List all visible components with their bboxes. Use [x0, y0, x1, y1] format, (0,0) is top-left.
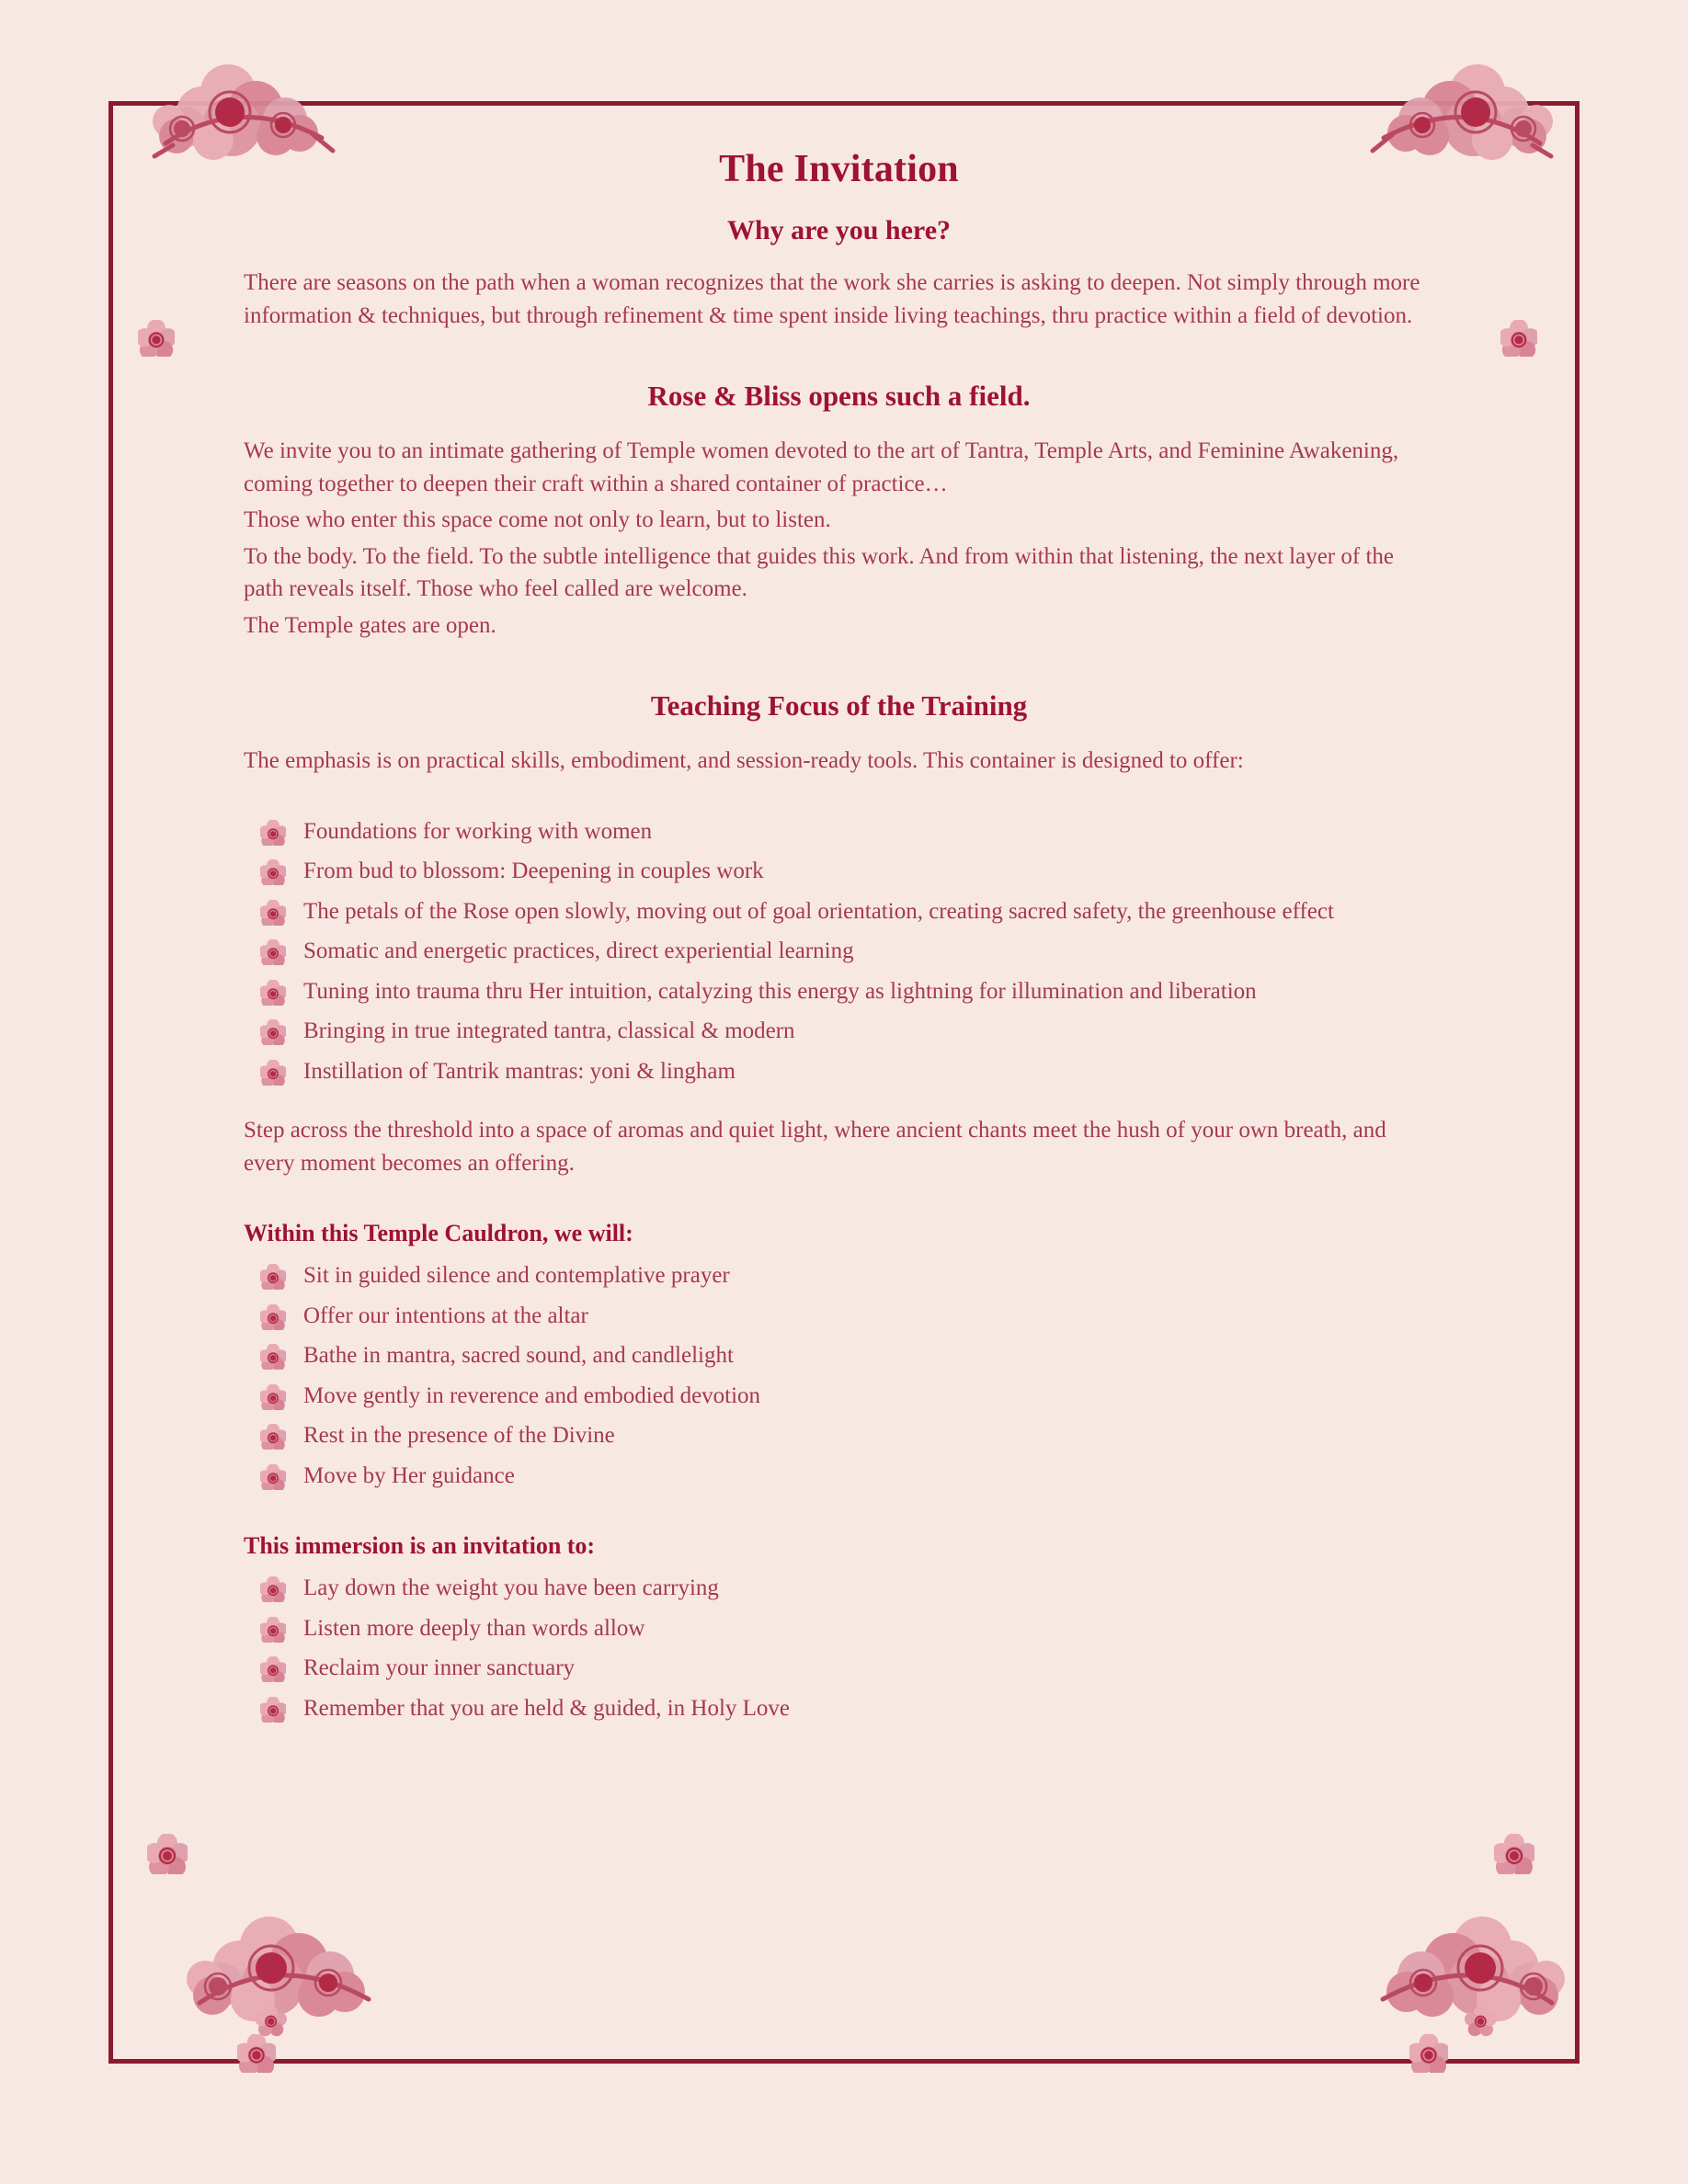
paragraph-threshold: Step across the threshold into a space of aromas and quiet light, where ancient chants meet the hush of your own breath, and every moment becomes an offering. — [244, 1118, 1386, 1176]
list-item — [253, 1381, 1434, 1413]
rose-bullet-icon — [260, 820, 286, 846]
list-item — [253, 1420, 1434, 1452]
rose-branch-icon-bottom-left — [161, 1907, 409, 2050]
rose-bullet-icon — [260, 980, 286, 1006]
rose-bullet-icon — [260, 939, 286, 965]
spacer — [244, 798, 1434, 816]
paragraph-teaching-intro: The emphasis is on practical skills, embodiment, and session-ready tools. This container is designed to offer: — [244, 748, 1244, 773]
rose-icon-bottom-right-accent — [1409, 2034, 1448, 2073]
rose-icon-bottom-left-accent — [237, 2034, 276, 2073]
list-item-label: From bud to blossom: Deepening in couples work — [303, 859, 764, 883]
rose-bullet-icon — [260, 1019, 286, 1045]
list-item-label: Reclaim your inner sanctuary — [303, 1655, 576, 1680]
rose-icon-right-lower — [1494, 1834, 1534, 1874]
list-item-label: Instillation of Tantrik mantras: yoni & lingham — [303, 1058, 736, 1084]
rose-bullet-icon — [260, 859, 286, 885]
rose-bullet-icon — [260, 1617, 286, 1643]
list-item-label: Bathe in mantra, sacred sound, and candlelight — [303, 1343, 734, 1368]
list-item — [253, 1653, 1434, 1685]
list-item-label: Tuning into trauma thru Her intuition, catalyzing this energy as lightning for illumination and liberation — [303, 978, 1257, 1004]
heading-temple-cauldron: Within this Temple Cauldron, we will: — [244, 1220, 633, 1246]
paragraph-listen: Those who enter this space come not only to learn, but to listen. — [244, 507, 831, 532]
list-teaching-focus — [244, 816, 1434, 1088]
list-immersion — [244, 1573, 1434, 1724]
list-item-label: Rest in the presence of the Divine — [303, 1423, 615, 1448]
list-item — [253, 1340, 1434, 1372]
list-item-label: Offer our intentions at the altar — [303, 1302, 588, 1328]
list-item — [253, 1613, 1434, 1645]
page-title: The Invitation — [719, 148, 959, 190]
list-item-label: Listen more deeply than words allow — [303, 1615, 645, 1641]
list-item — [253, 1461, 1434, 1493]
rose-bullet-icon — [260, 1344, 286, 1370]
list-item-label: Move gently in reverence and embodied devotion — [303, 1382, 761, 1408]
spacer — [244, 1096, 1434, 1114]
heading-why-are-you-here: Why are you here? — [726, 215, 952, 245]
list-item — [253, 856, 1434, 888]
rose-icon-left-lower — [147, 1834, 188, 1874]
list-item — [253, 1301, 1434, 1333]
list-item — [253, 936, 1434, 968]
rose-branch-icon-bottom-right — [1342, 1907, 1591, 2050]
heading-rose-and-bliss: Rose & Bliss opens such a field. — [647, 380, 1031, 412]
heading-teaching-focus: Teaching Focus of the Training — [650, 689, 1028, 722]
rose-icon-right-upper — [1500, 320, 1537, 357]
rose-bullet-icon — [260, 1384, 286, 1410]
list-item — [253, 1016, 1434, 1048]
heading-immersion-invitation: This immersion is an invitation to: — [244, 1532, 596, 1559]
list-item — [253, 1260, 1434, 1292]
rose-bullet-icon — [260, 1576, 286, 1602]
paragraph-body-field: To the body. To the field. To the subtle intelligence that guides this work. And from within that listening, the next layer of the path reveals itself. Those who feel called are welcome. — [244, 543, 1395, 601]
rose-bullet-icon — [260, 1264, 286, 1290]
rose-bullet-icon — [260, 1656, 286, 1682]
rose-bullet-icon — [260, 900, 286, 926]
list-item-label: Foundations for working with women — [303, 818, 653, 844]
list-item — [253, 1573, 1434, 1605]
list-temple-cauldron — [244, 1260, 1434, 1492]
list-item-label: Somatic and energetic practices, direct experiential learning — [303, 938, 854, 963]
list-item-label: Sit in guided silence and contemplative prayer — [303, 1263, 730, 1288]
paragraph-gates-open: The Temple gates are open. — [244, 612, 496, 638]
list-item — [253, 1693, 1434, 1725]
list-item-label: Move by Her guidance — [303, 1462, 515, 1488]
list-item-label: Lay down the weight you have been carrying — [303, 1575, 719, 1600]
rose-icon-left-upper — [138, 320, 175, 357]
list-item — [253, 976, 1434, 1008]
list-item-label: The petals of the Rose open slowly, moving out of goal orientation, creating sacred safety, the greenhouse effect — [303, 898, 1334, 924]
paragraph-invite: We invite you to an intimate gathering of Temple women devoted to the art of Tantra, Temple Arts, and Feminine Awakening, coming together to deepen their craft within a shared container of practice… — [244, 438, 1399, 496]
rose-bullet-icon — [260, 1424, 286, 1450]
list-item-label: Bringing in true integrated tantra, classical & modern — [303, 1018, 795, 1043]
paragraph-why: There are seasons on the path when a woman recognizes that the work she carries is asking to deepen. Not simply through more information & techniques, but through refinement & time spent inside living teachings, thru practice within a field of devotion. — [244, 270, 1420, 328]
rose-bullet-icon — [260, 1464, 286, 1490]
rose-bullet-icon — [260, 1697, 286, 1723]
document-content — [244, 147, 1434, 1733]
list-item-label: Remember that you are held & guided, in Holy Love — [303, 1695, 791, 1721]
list-item — [253, 816, 1434, 848]
rose-bullet-icon — [260, 1060, 286, 1086]
rose-bullet-icon — [260, 1304, 286, 1330]
list-item — [253, 896, 1434, 928]
list-item — [253, 1056, 1434, 1088]
